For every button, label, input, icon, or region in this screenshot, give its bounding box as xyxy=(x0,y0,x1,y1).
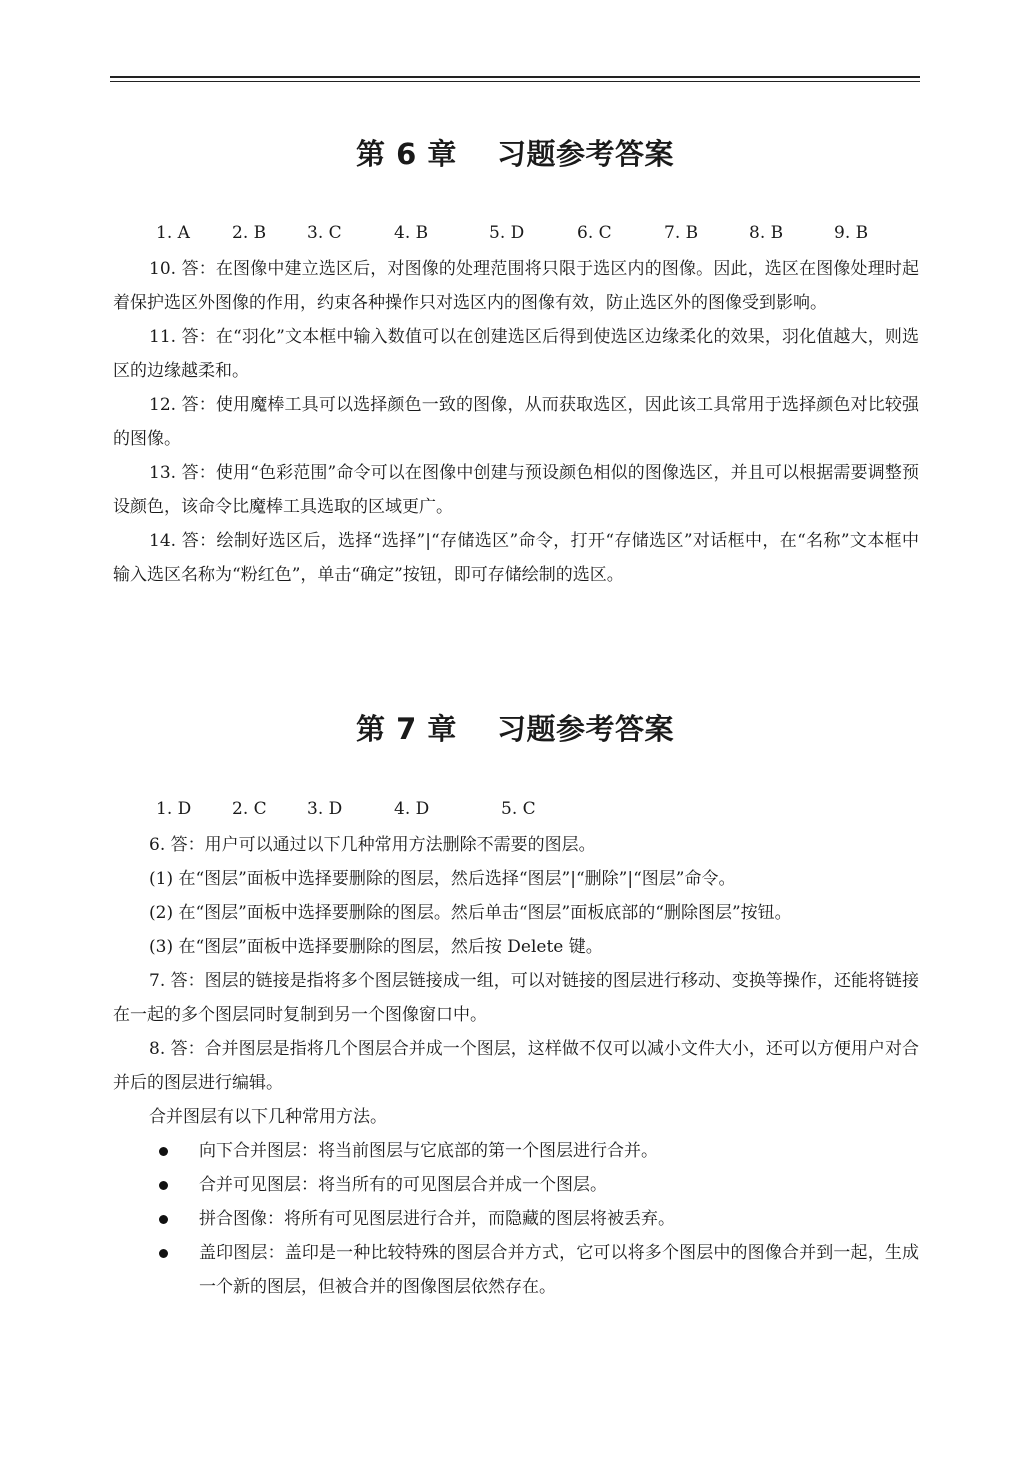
answer-item: 6. C xyxy=(577,223,612,243)
answer-paragraph: 合并图层有以下几种常用方法。 xyxy=(149,1107,387,1127)
answer-item: 3. D xyxy=(307,799,343,819)
chapter-6-answers-text xyxy=(113,252,919,592)
chapter-6-title: 第 6 章 习题参考答案 xyxy=(356,137,674,171)
answer-item: 8. B xyxy=(749,223,784,243)
list-item-text: 拼合图像：将所有可见图层进行合并，而隐藏的图层将被丢弃。 xyxy=(199,1209,675,1229)
answer-item: 2. C xyxy=(232,799,267,819)
chapter-7-title: 第 7 章 习题参考答案 xyxy=(356,712,674,746)
chapter-7-answers-text xyxy=(113,828,919,1304)
bullet-icon xyxy=(159,1249,168,1258)
answer-paragraph: 6. 答：用户可以通过以下几种常用方法删除不需要的图层。 xyxy=(149,835,596,855)
answer-paragraph: 12. 答：使用魔棒工具可以选择颜色一致的图像，从而获取选区，因此该工具常用于选择颜色对比较强的图像。 xyxy=(113,395,919,449)
list-item-text: 向下合并图层：将当前图层与它底部的第一个图层进行合并。 xyxy=(199,1141,658,1161)
list-item xyxy=(113,1202,919,1236)
list-item xyxy=(113,1168,919,1202)
list-item xyxy=(113,1236,919,1304)
answer-item: 4. B xyxy=(394,223,429,243)
answer-item: 2. B xyxy=(232,223,267,243)
header-rule-thin xyxy=(110,81,920,82)
bullet-icon xyxy=(159,1181,168,1190)
answer-paragraph: (3) 在“图层”面板中选择要删除的图层，然后按 Delete 键。 xyxy=(149,937,603,957)
answer-paragraph: 13. 答：使用“色彩范围”命令可以在图像中创建与预设颜色相似的图像选区，并且可以根据需要调整预设颜色，该命令比魔棒工具选取的区域更广。 xyxy=(113,463,919,517)
answer-paragraph: 7. 答：图层的链接是指将多个图层链接成一组，可以对链接的图层进行移动、变换等操作，还能将链接在一起的多个图层同时复制到另一个图像窗口中。 xyxy=(113,971,919,1025)
answer-item: 9. B xyxy=(834,223,869,243)
answer-item: 5. C xyxy=(501,799,536,819)
answer-item: 7. B xyxy=(664,223,699,243)
header-rule-thick xyxy=(110,76,920,78)
list-item xyxy=(113,1134,919,1168)
answer-paragraph: (2) 在“图层”面板中选择要删除的图层。然后单击“图层”面板底部的“删除图层”按钮。 xyxy=(149,903,792,923)
answer-item: 3. C xyxy=(307,223,342,243)
bullet-icon xyxy=(159,1147,168,1156)
answer-item: 1. A xyxy=(156,223,190,243)
answer-item: 1. D xyxy=(156,799,192,819)
answer-paragraph: 14. 答：绘制好选区后，选择“选择”|“存储选区”命令，打开“存储选区”对话框中，在“名称”文本框中输入选区名称为“粉红色”，单击“确定”按钮，即可存储绘制的选区。 xyxy=(113,531,919,585)
merge-methods-list xyxy=(113,1134,919,1304)
list-item-text: 合并可见图层：将当所有的可见图层合并成一个图层。 xyxy=(199,1175,607,1195)
answer-item: 5. D xyxy=(489,223,525,243)
answer-item: 4. D xyxy=(394,799,430,819)
bullet-icon xyxy=(159,1215,168,1224)
answer-paragraph: 8. 答：合并图层是指将几个图层合并成一个图层，这样做不仅可以减小文件大小，还可以方便用户对合并后的图层进行编辑。 xyxy=(113,1039,919,1093)
answer-paragraph: (1) 在“图层”面板中选择要删除的图层，然后选择“图层”|“删除”|“图层”命令。 xyxy=(149,869,736,889)
answer-paragraph: 11. 答：在“羽化”文本框中输入数值可以在创建选区后得到使选区边缘柔化的效果，羽化值越大，则选区的边缘越柔和。 xyxy=(113,327,919,381)
answer-paragraph: 10. 答：在图像中建立选区后，对图像的处理范围将只限于选区内的图像。因此，选区在图像处理时起着保护选区外图像的作用，约束各种操作只对选区内的图像有效，防止选区外的图像受到影响。 xyxy=(113,259,919,313)
list-item-text: 盖印图层：盖印是一种比较特殊的图层合并方式，它可以将多个图层中的图像合并到一起，生成一个新的图层，但被合并的图像图层依然存在。 xyxy=(199,1243,919,1297)
